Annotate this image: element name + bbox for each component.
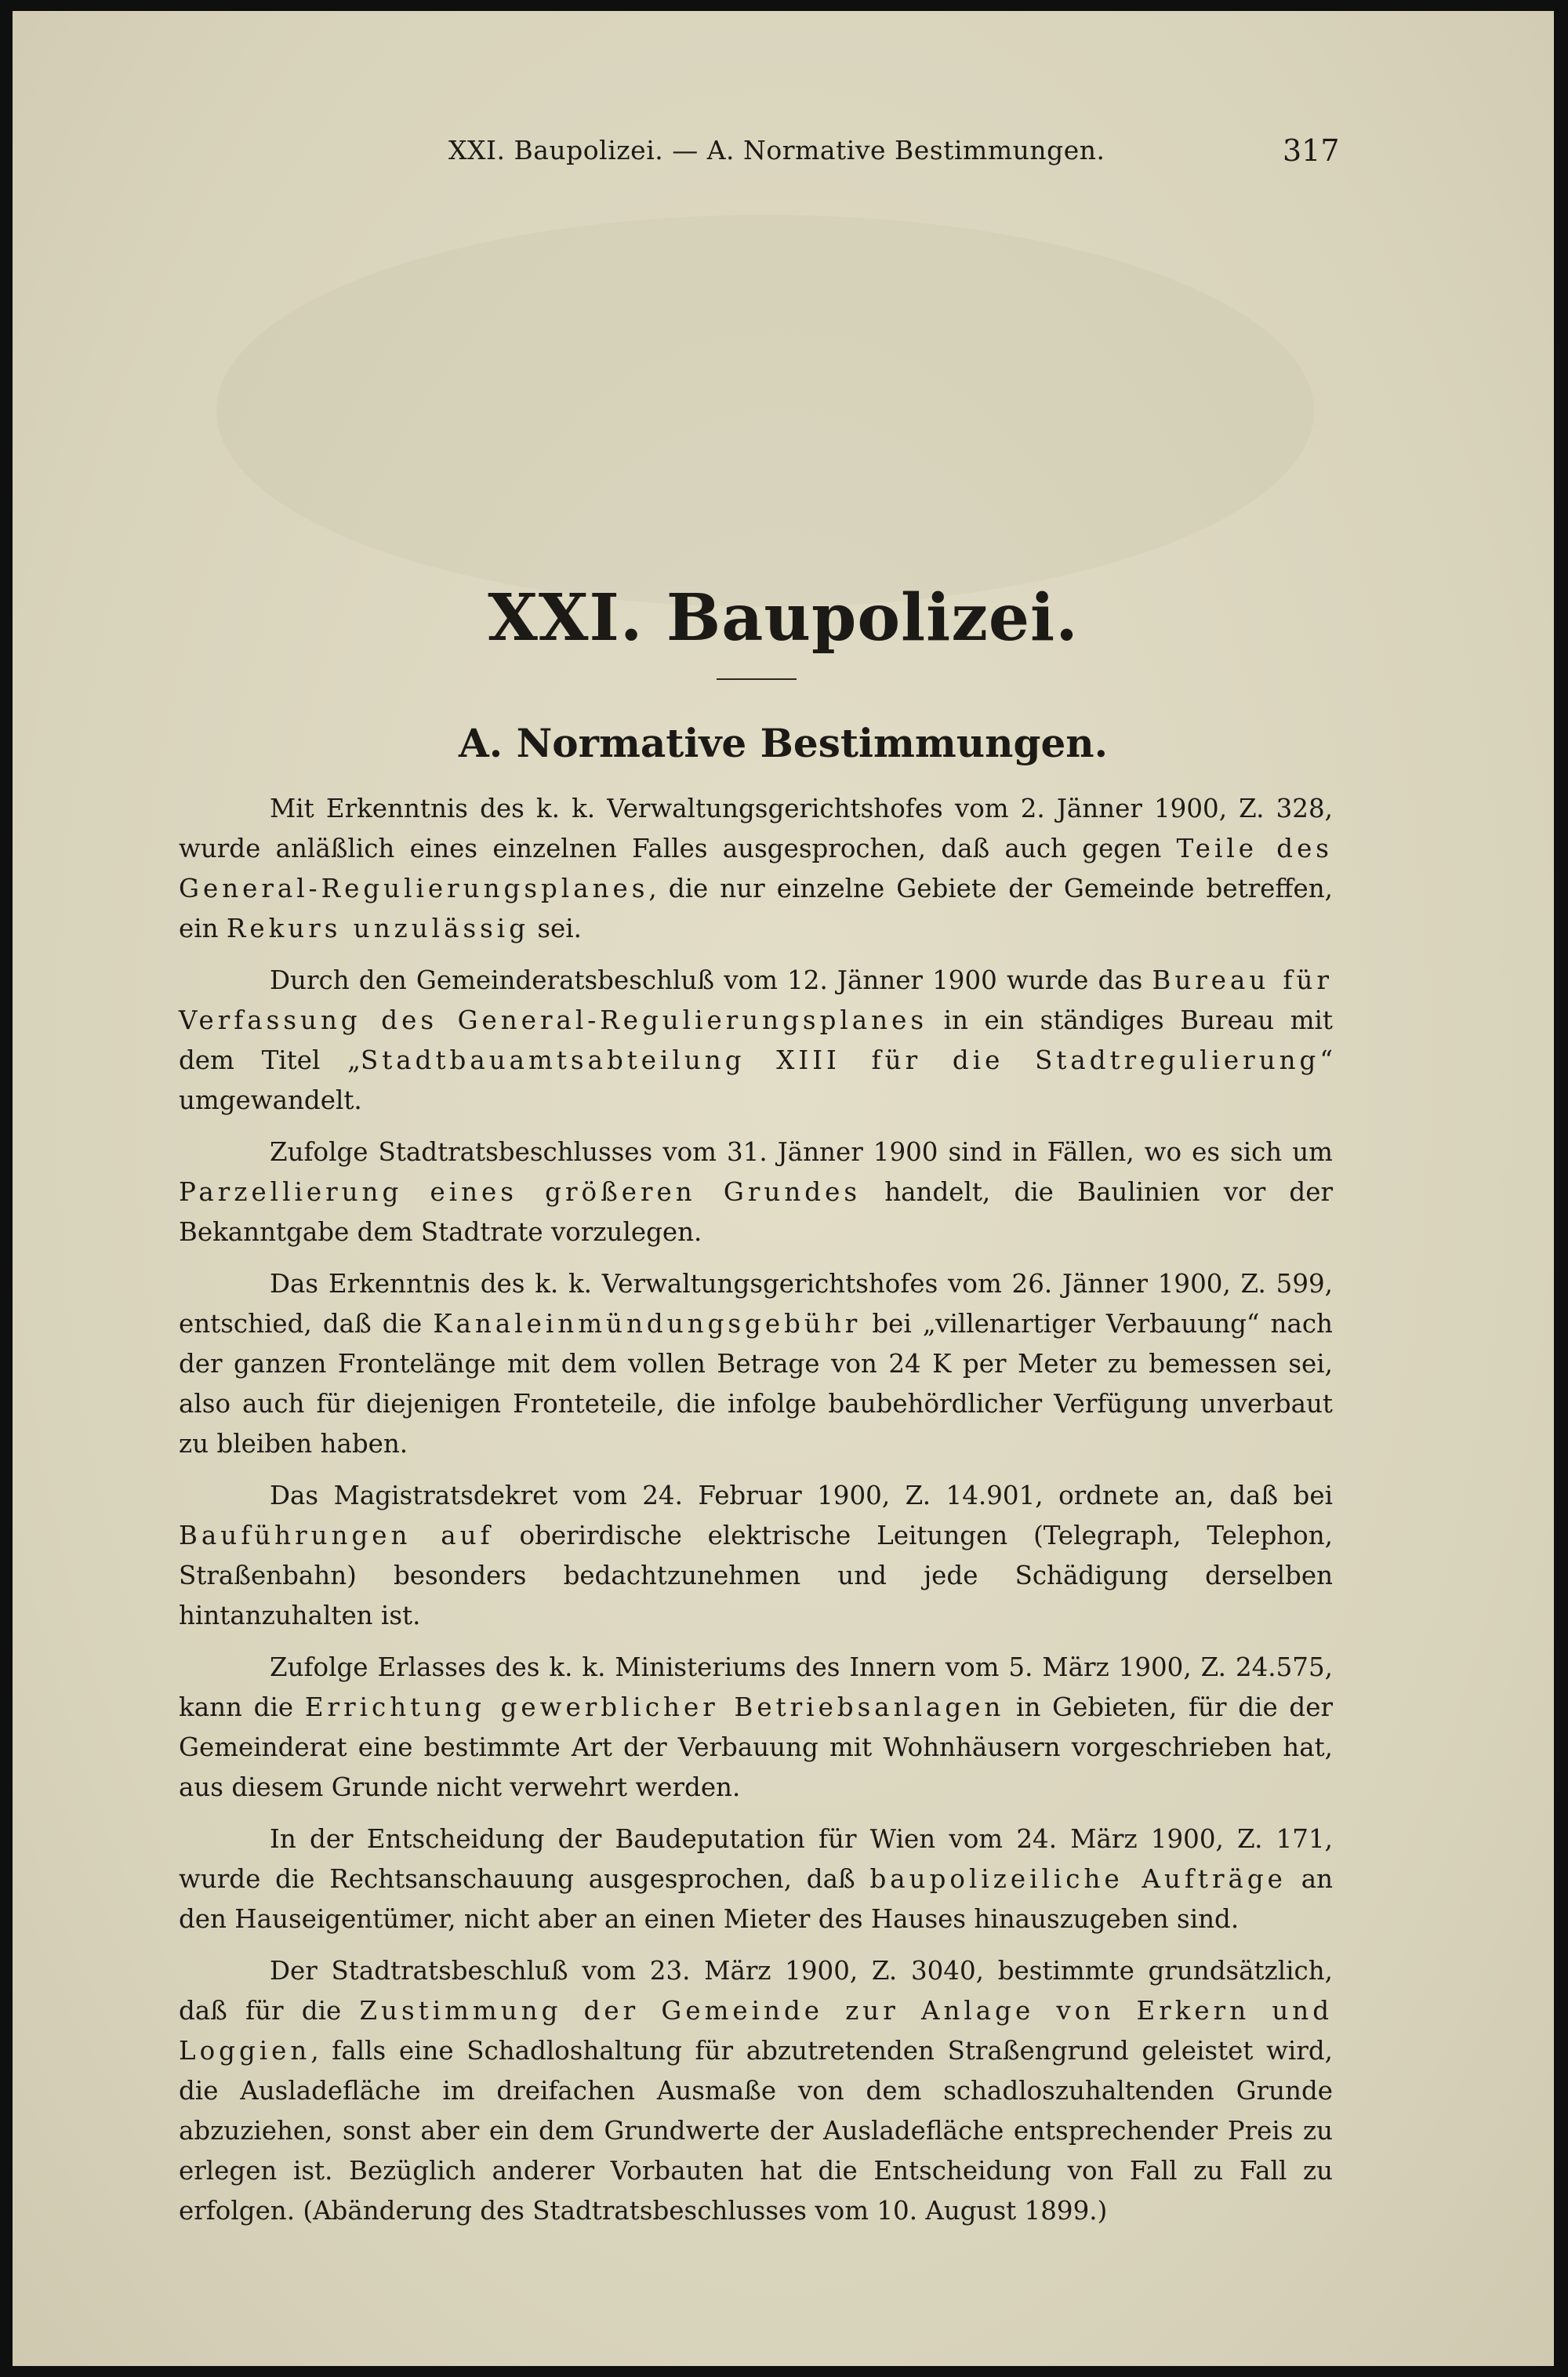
spaced-emphasis: Zustimmung der Gemeinde zur Anlage von Erkern und Loggien — [179, 1996, 1333, 2066]
spaced-emphasis: Errichtung gewerblicher Betriebsanlagen — [304, 1692, 1005, 1722]
chapter-title: XXI. Baupolizei. — [488, 580, 1079, 656]
spaced-emphasis: Parzellierung eines größeren Grundes — [179, 1177, 861, 1207]
paragraph: Zufolge Stadtratsbeschlusses vom 31. Jänner 1900 sind in Fällen, wo es sich um Parzellierung eines größeren Grundes handelt, die Baulinien vor der Bekanntgabe dem Stadtrate vorzulegen. — [179, 1137, 1334, 1247]
paragraph: Mit Erkenntnis des k. k. Verwaltungsgerichtshofes vom 2. Jänner 1900, Z. 328, wurde anläßlich eines einzelnen Falles ausgesprochen, daß auch gegen Teile des General-Regulierungsplanes, die nur einzelne Gebiete der Gemeinde betreffen, ein Rekurs unzulässig sei. — [179, 794, 1333, 943]
title-rule — [717, 678, 797, 680]
spaced-emphasis: Rekurs unzulässig — [226, 914, 530, 943]
document-page — [13, 11, 1554, 2366]
bleed-through-stain — [216, 215, 1314, 607]
paragraph: In der Entscheidung der Baudeputation für Wien vom 24. März 1900, Z. 171, wurde die Rechtsanschauung ausgesprochen, daß baupolizeiliche Aufträge an den Hauseigentümer, nicht aber an einen Mieter des Hauses hinauszugeben sind. — [179, 1824, 1334, 1934]
spaced-emphasis: Stadtbauamtsabteilung XIII für die Stadtregulierung — [360, 1045, 1320, 1075]
spaced-emphasis: Teile des General-Regulierungsplanes — [179, 834, 1333, 903]
paragraph: Zufolge Erlasses des k. k. Ministeriums des Innern vom 5. März 1900, Z. 24.575, kann die Errichtung gewerblicher Betriebsanlagen in Gebieten, für die der Gemeinderat eine bestimmte Art der Verbauung mit Wohnhäusern vorgeschrieben hat, aus diesem Grunde nicht verwehrt werden. — [179, 1652, 1333, 1802]
paragraph: Das Erkenntnis des k. k. Verwaltungsgerichtshofes vom 26. Jänner 1900, Z. 599, entschied, daß die Kanaleinmündungsgebühr bei „villenartiger Verbauung“ nach der ganzen Frontelänge mit dem vollen Betrage von 24 K per Meter zu bemessen sei, also auch für diejenigen Fronteteile, die infolge baubehördlicher Verfügung unverbaut zu bleiben haben. — [179, 1269, 1333, 1459]
section-title: A. Normative Bestimmungen. — [458, 720, 1109, 766]
body-text — [179, 789, 1333, 2243]
running-head: XXI. Baupolizei. — A. Normative Bestimmungen. — [448, 135, 1105, 165]
paragraph: Durch den Gemeinderatsbeschluß vom 12. Jänner 1900 wurde das Bureau für Verfassung des General-Regulierungsplanes in ein ständiges Bureau mit dem Titel „Stadtbauamtsabteilung XIII für die Stadtregulierung“ umgewandelt. — [179, 965, 1333, 1115]
paragraph: Das Magistratsdekret vom 24. Februar 1900, Z. 14.901, ordnete an, daß bei Bauführungen auf oberirdische elektrische Leitungen (Telegraph, Telephon, Straßenbahn) besonders bedachtzunehmen und jede Schädigung derselben hintanzuhalten ist. — [179, 1481, 1334, 1630]
spaced-emphasis: Bauführungen auf — [179, 1521, 494, 1550]
spaced-emphasis: Kanaleinmündungsgebühr — [433, 1309, 862, 1339]
page-number: 317 — [1283, 133, 1340, 168]
spaced-emphasis: Bureau für Verfassung des General-Regulierungsplanes — [179, 965, 1333, 1035]
paragraph: Der Stadtratsbeschluß vom 23. März 1900, Z. 3040, bestimmte grundsätzlich, daß für die Zustimmung der Gemeinde zur Anlage von Erkern und Loggien, falls eine Schadloshaltung für abzutretenden Straßengrund geleistet wird, die Ausladefläche im dreifachen Ausmaße von dem schadloszuhaltenden Grunde abzuziehen, sonst aber ein dem Grundwerte der Ausladefläche entsprechender Preis zu erlegen ist. Bezüglich anderer Vorbauten hat die Entscheidung von Fall zu Fall zu erfolgen. (Abänderung des Stadtratsbeschlusses vom 10. August 1899.) — [179, 1956, 1333, 2226]
spaced-emphasis: baupolizeiliche Aufträge — [869, 1864, 1287, 1894]
